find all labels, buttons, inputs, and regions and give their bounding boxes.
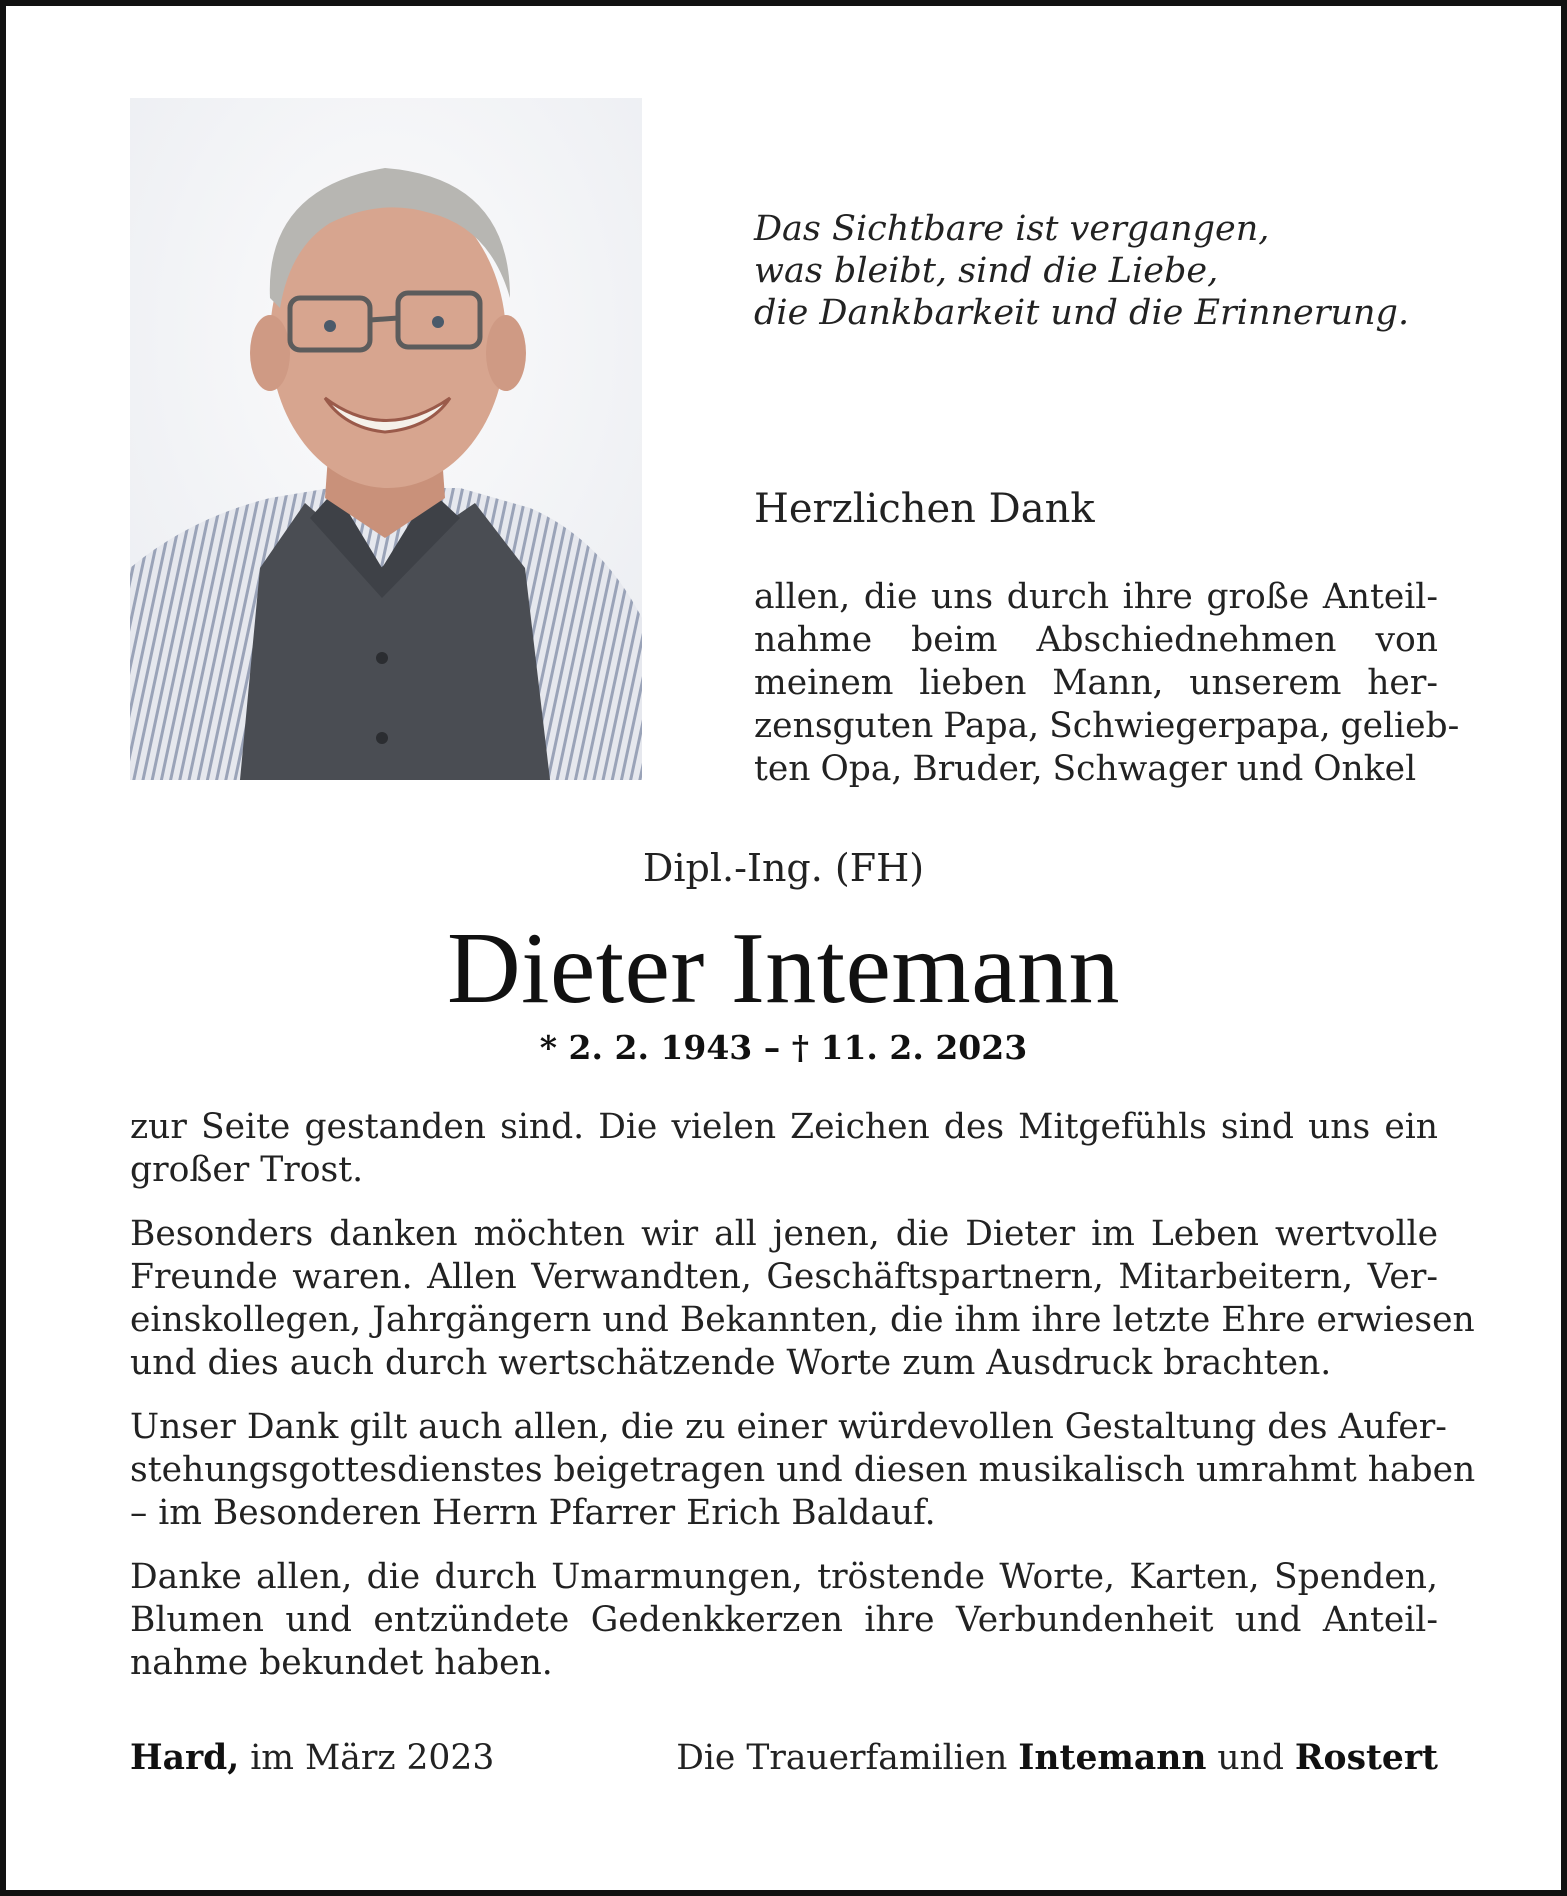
life-dates: * 2. 2. 1943 – † 11. 2. 2023 — [539, 1028, 1028, 1067]
text-line: zur Seite gestanden sind. Die vielen Zeichen des Mitgefühls sind uns ein — [130, 1107, 1438, 1147]
text-line: und dies auch durch wertschätzende Worte zum Ausdruck brachten. — [130, 1343, 1332, 1383]
text-line: Blumen und entzündete Gedenkkerzen ihre Verbundenheit und Anteil- — [130, 1600, 1438, 1640]
paragraph — [130, 1213, 1475, 1385]
thanks-heading: Herzlichen Dank — [754, 486, 1095, 532]
text-line: Freunde waren. Allen Verwandten, Geschäftspartnern, Mitarbeitern, Ver- — [130, 1257, 1438, 1297]
date: im März 2023 — [250, 1738, 495, 1778]
text-line: stehungsgottesdienstes beigetragen und diesen musikalisch umrahmt haben — [130, 1450, 1476, 1490]
text-line: großer Trost. — [130, 1150, 364, 1190]
family-prefix: Die Trauerfamilien — [676, 1738, 1008, 1778]
deceased-name: Dieter Intemann — [446, 912, 1121, 1025]
academic-title: Dipl.-Ing. (FH) — [642, 846, 925, 890]
body-text — [130, 1106, 1476, 1706]
poem-line: was bleibt, sind die Liebe, — [754, 251, 1219, 291]
family-joiner: und — [1217, 1738, 1284, 1778]
family-signature — [676, 1738, 1438, 1778]
place: Hard, — [130, 1738, 240, 1778]
text-line: nahme bekundet haben. — [130, 1643, 553, 1683]
text-line: – im Besonderen Herrn Pfarrer Erich Baldauf. — [130, 1493, 936, 1533]
text-line: Danke allen, die durch Umarmungen, tröstende Worte, Karten, Spenden, — [130, 1557, 1438, 1597]
family-name-2: Rostert — [1294, 1738, 1438, 1778]
poem-quote — [754, 208, 1454, 334]
portrait-photo — [130, 98, 642, 780]
paragraph — [130, 1406, 1476, 1535]
poem-line: die Dankbarkeit und die Erinnerung. — [754, 293, 1410, 333]
intro-paragraph — [754, 576, 1460, 791]
paragraph — [130, 1556, 1438, 1685]
family-name-1: Intemann — [1018, 1738, 1207, 1778]
text-line: einskollegen, Jahrgängern und Bekannten, die ihm ihre letzte Ehre erwiesen — [130, 1300, 1475, 1340]
intro-line: allen, die uns durch ihre große Anteil- — [754, 577, 1438, 617]
intro-line: zensguten Papa, Schwiegerpapa, gelieb- — [754, 706, 1460, 746]
text-line: Unser Dank gilt auch allen, die zu einer würdevollen Gestaltung des Aufer- — [130, 1407, 1447, 1447]
intro-line: ten Opa, Bruder, Schwager und Onkel — [754, 749, 1417, 789]
intro-line: nahme beim Abschiednehmen von — [754, 620, 1438, 660]
place-and-date — [130, 1738, 494, 1778]
intro-line: meinem lieben Mann, unserem her- — [754, 663, 1438, 703]
poem-line: Das Sichtbare ist vergangen, — [754, 209, 1270, 249]
paragraph — [130, 1106, 1438, 1192]
text-line: Besonders danken möchten wir all jenen, die Dieter im Leben wertvolle — [130, 1214, 1438, 1254]
